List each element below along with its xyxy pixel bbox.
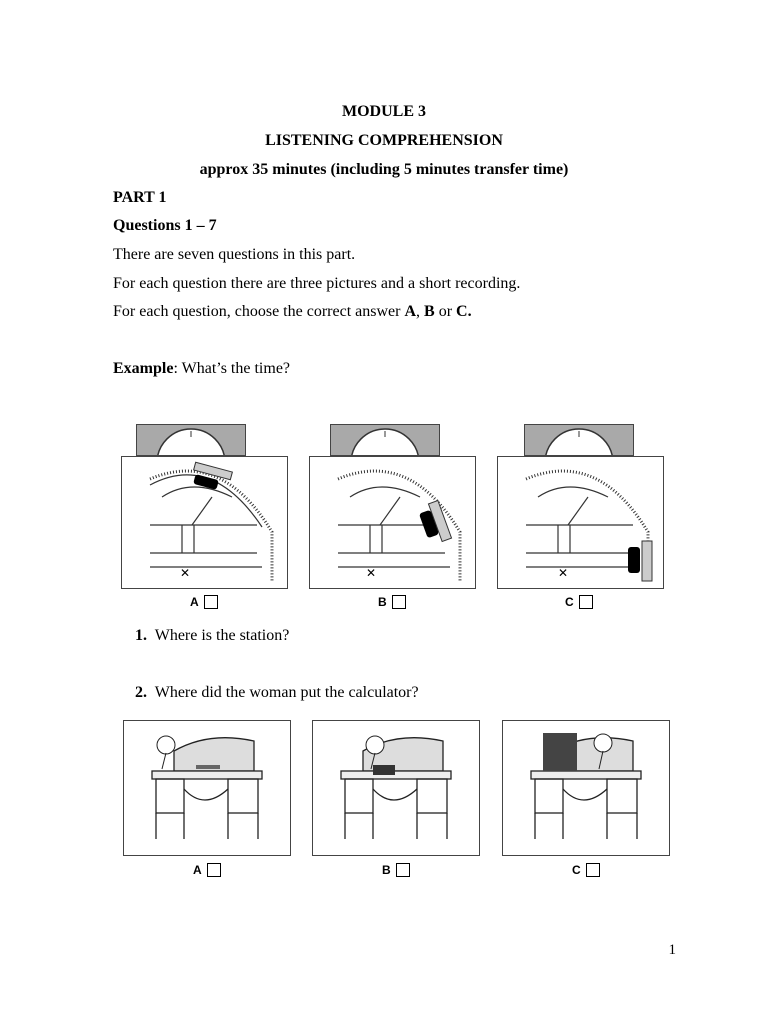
desk-picture-a [123, 720, 291, 856]
example-text: : What’s the time? [173, 360, 291, 377]
option-label: B [378, 595, 387, 609]
page-number: 1 [668, 942, 676, 958]
choice-c-label: C. [456, 303, 472, 320]
answer-checkbox-c[interactable] [586, 863, 600, 877]
instruction-line-2: For each question there are three pictures and a short recording. [113, 275, 521, 292]
instruction-line-3 [113, 302, 472, 322]
option-label: A [190, 595, 199, 609]
question-1 [135, 626, 289, 646]
option-label: C [572, 863, 581, 877]
module-title: MODULE 3 [342, 103, 426, 120]
answer-option-b[interactable] [382, 862, 410, 878]
question-number: 1. [135, 627, 147, 644]
example-label: Example [113, 360, 174, 377]
clock-picture-c [524, 424, 634, 456]
answer-option-a[interactable] [190, 594, 218, 610]
questions-range: Questions 1 – 7 [113, 217, 217, 234]
duration-note: approx 35 minutes (including 5 minutes transfer time) [199, 161, 569, 178]
answer-checkbox-a[interactable] [204, 595, 218, 609]
answer-checkbox-a[interactable] [207, 863, 221, 877]
question-text: Where did the woman put the calculator? [154, 684, 419, 701]
answer-option-c[interactable] [565, 594, 593, 610]
instruction-separator: or [434, 303, 457, 320]
answer-option-c[interactable] [572, 862, 600, 878]
section-title: LISTENING COMPREHENSION [265, 132, 503, 149]
instruction-text: For each question, choose the correct answer [113, 303, 405, 320]
clock-picture-a [136, 424, 246, 456]
question-text: Where is the station? [154, 627, 290, 644]
choice-b-label: B [424, 303, 435, 320]
svg-text:✕: ✕ [366, 566, 377, 580]
answer-option-b[interactable] [378, 594, 406, 610]
instruction-separator: , [416, 303, 425, 320]
answer-checkbox-b[interactable] [392, 595, 406, 609]
desk-picture-b [312, 720, 480, 856]
option-label: A [193, 863, 202, 877]
svg-text:✕: ✕ [558, 566, 569, 580]
answer-option-a[interactable] [193, 862, 221, 878]
example-line [113, 359, 290, 379]
option-label: C [565, 595, 574, 609]
station-map-b [309, 456, 476, 589]
part-title: PART 1 [113, 189, 167, 206]
instruction-line-1: There are seven questions in this part. [113, 246, 356, 263]
answer-checkbox-c[interactable] [579, 595, 593, 609]
clock-picture-b [330, 424, 440, 456]
answer-checkbox-b[interactable] [396, 863, 410, 877]
svg-text:✕: ✕ [180, 566, 191, 580]
station-map-c [497, 456, 664, 589]
desk-picture-c [502, 720, 670, 856]
station-map-a [121, 456, 288, 589]
option-label: B [382, 863, 391, 877]
question-number: 2. [135, 684, 147, 701]
question-2 [135, 683, 419, 703]
choice-a-label: A [404, 303, 417, 320]
